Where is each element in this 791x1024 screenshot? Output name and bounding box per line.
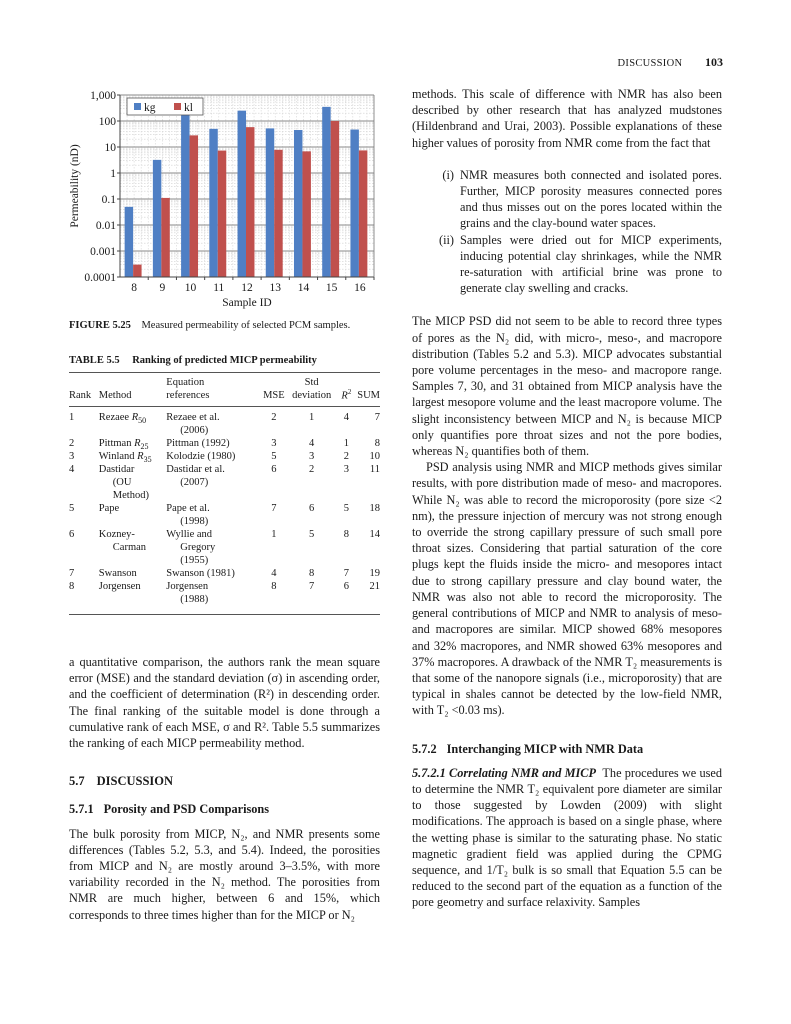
cell-std: 2 xyxy=(309,464,315,475)
cell-reference: Wyllie and Gregory (1955) xyxy=(166,529,216,566)
header-rank: Rank xyxy=(69,373,99,407)
cell-reference: Jorgensen (1988) xyxy=(166,580,260,615)
table-row xyxy=(69,502,380,528)
header-sum: SUM xyxy=(357,373,380,407)
bar-kl-9 xyxy=(161,198,169,277)
y-axis-label: Permeability (nD) xyxy=(69,144,81,228)
header-ref-line2: references xyxy=(166,390,210,401)
cell-rank: 1 xyxy=(69,412,75,423)
list-item-label: (ii) xyxy=(438,232,454,247)
cell-std: 4 xyxy=(309,438,315,449)
list-item xyxy=(412,232,722,297)
cell-rank: 8 xyxy=(69,580,99,615)
cell-sum: 19 xyxy=(369,568,380,579)
svg-text:11: 11 xyxy=(213,282,225,294)
cell-rank: 4 xyxy=(69,464,75,475)
running-head xyxy=(618,55,723,70)
figure-label: FIGURE 5.25 xyxy=(69,320,131,331)
cell-reference: Pape et al. (1998) xyxy=(166,503,210,527)
cell-reference: Kolodzie (1980) xyxy=(166,451,236,462)
table-row xyxy=(69,407,380,438)
cell-std: 3 xyxy=(309,451,315,462)
bar-kg-12 xyxy=(238,111,246,277)
page-number: 103 xyxy=(705,55,723,69)
header-r2: $R^2$ xyxy=(336,373,358,407)
bar-kl-11 xyxy=(218,151,226,277)
cell-r2: 4 xyxy=(343,412,349,423)
subsubsection-title: 5.7.2.1 Correlating NMR and MICP xyxy=(412,765,596,780)
svg-text:0.01: 0.01 xyxy=(95,220,116,232)
cell-rank: 7 xyxy=(69,568,75,579)
cell-r2: 3 xyxy=(343,464,349,475)
running-head-section: DISCUSSION xyxy=(617,58,683,69)
cell-rank: 6 xyxy=(69,529,75,540)
bar-kg-13 xyxy=(266,128,274,277)
bar-kl-14 xyxy=(302,151,310,277)
cell-method: Winland $R_{35}$ xyxy=(98,451,152,465)
svg-text:10: 10 xyxy=(104,142,116,154)
svg-text:kl: kl xyxy=(184,102,193,114)
table-row xyxy=(69,567,380,580)
svg-text:kg: kg xyxy=(144,102,156,114)
cell-mse: 6 xyxy=(271,464,277,475)
cell-rank: 2 xyxy=(69,438,75,449)
subsection-number: 5.7.2 xyxy=(412,741,437,756)
svg-text:Sample ID: Sample ID xyxy=(222,297,272,309)
table-title xyxy=(69,355,317,366)
cell-mse: 5 xyxy=(271,451,277,462)
svg-text:1,000: 1,000 xyxy=(90,90,116,102)
table-header-row xyxy=(69,373,380,407)
cell-r2: 8 xyxy=(343,529,349,540)
cell-mse: 2 xyxy=(271,412,277,423)
header-mse: MSE xyxy=(260,373,288,407)
bar-kg-14 xyxy=(294,130,302,277)
svg-text:8: 8 xyxy=(131,282,137,294)
cell-std: 5 xyxy=(309,529,315,540)
cell-sum: 8 xyxy=(374,438,380,449)
subsection-heading xyxy=(69,801,380,817)
table-row xyxy=(69,528,380,567)
header-references xyxy=(166,373,260,407)
table-title-text: Ranking of predicted MICP permeability xyxy=(132,355,317,366)
cell-method: Pape xyxy=(98,503,120,514)
cell-reference: Rezaee et al. (2006) xyxy=(166,412,220,436)
ranking-table xyxy=(69,372,380,615)
header-method: Method xyxy=(99,373,167,407)
paragraph-methods: methods. This scale of difference with NMR has also been described by other research that has analyzed mudstones (Hildenbrand and Urai, 2003). Possible explanations of these higher values of porosity from NMR come from the fact that xyxy=(412,87,722,150)
svg-text:15: 15 xyxy=(325,282,338,294)
svg-text:0.1: 0.1 xyxy=(101,194,116,206)
permeability-bar-chart xyxy=(60,82,390,312)
cell-reference: Pittman (1992) xyxy=(166,438,230,449)
cell-std: 6 xyxy=(309,503,315,514)
bar-kg-16 xyxy=(350,130,358,277)
paragraph-nmr: PSD analysis using NMR and MICP methods gives similar results, with pore distribution made of meso- and macropores. While N₂ was able to record the microporosity (pore size <2 nm), the pressure injection of mercury was not strong enough to override the strong capillary pressure of such small pore throat sizes. Considering that partial saturation of the core plugs kept the fluids inside the micro- and mesopores intact due to strong capillary pressure and clay bound water, the NMR was also not able to record the microporosity. The general contributions of MICP and NMR to analysis of meso- and macropores are similar. MICP showed 68% mesopores and 32% macropores, and NMR showed 63% mesopores and 37% macropores. A drawback of the NMR T₂ measurements is that some of the nanopore signals (i.e., microporosity) that are typical in shales cannot be detected by the low-field NMR, with T₂ <0.03 ms). xyxy=(412,460,722,718)
cell-method: Dastidar (OU Method) xyxy=(98,464,149,501)
cell-method: Pittman $R_{25}$ xyxy=(98,438,149,452)
bar-kg-10 xyxy=(181,114,189,277)
bar-kl-12 xyxy=(246,127,254,277)
cell-std: 8 xyxy=(309,568,315,579)
subsection-title: Porosity and PSD Comparisons xyxy=(103,802,270,817)
bar-kg-8 xyxy=(125,207,133,277)
bar-kl-16 xyxy=(359,150,367,277)
list-item-label: (i) xyxy=(442,167,454,182)
cell-sum: 11 xyxy=(369,464,380,475)
list-item-text: NMR measures both connected and isolated pores. Further, MICP porosity measures connected pores and thus misses out on the pores located within the grains and the clay-bound water spaces. xyxy=(460,167,722,231)
cell-r2: 5 xyxy=(343,503,349,514)
section-title: DISCUSSION xyxy=(96,774,174,789)
header-std-line1: Std xyxy=(304,377,319,388)
cell-sum: 21 xyxy=(357,580,380,615)
cell-sum: 14 xyxy=(369,529,380,540)
cell-mse: 3 xyxy=(271,438,277,449)
svg-text:0.001: 0.001 xyxy=(90,246,116,258)
bar-kl-8 xyxy=(133,265,141,277)
cell-method: Jorgensen xyxy=(99,580,167,615)
table-row xyxy=(69,580,380,615)
svg-text:12: 12 xyxy=(241,282,253,294)
cell-r2: 2 xyxy=(343,451,349,462)
section-number: 5.7 xyxy=(69,774,85,789)
bar-kg-9 xyxy=(153,160,161,277)
subsection-number: 5.7.1 xyxy=(69,802,94,817)
table-row xyxy=(69,463,380,502)
table-label: TABLE 5.5 xyxy=(69,355,120,366)
bar-kl-10 xyxy=(190,135,198,277)
cell-method: Kozney- Carman xyxy=(98,529,147,553)
svg-text:9: 9 xyxy=(159,282,166,294)
svg-text:13: 13 xyxy=(269,282,281,294)
header-std xyxy=(288,373,336,407)
cell-method: Swanson xyxy=(98,568,137,579)
chart-canvas xyxy=(60,82,390,312)
figure-caption xyxy=(69,320,389,331)
cell-mse: 1 xyxy=(271,529,277,540)
bar-kg-15 xyxy=(322,107,330,277)
paragraph-correlating-text: The procedures we used to determine the NMR T₂ equivalent pore diameter are similar to those suggested by Lowden (2009) with slight modifications. The approach is based on a single phase, where the wetting phase is similar to the saturating phase. No static magnetic gradient field was applied during the CPMG sequence, and 1/T₂ bulk is so small that Equation 5.5 can be reduced to the second part of the equation as a function of the pore geometry and surface relaxivity. Samples xyxy=(412,765,722,910)
cell-sum: 18 xyxy=(369,503,380,514)
paragraph-ranking: a quantitative comparison, the authors rank the mean square error (MSE) and the standard deviation (σ) in ascending order, and the coefficient of determination (R²) in descending order. The final ranking of the suitable model is done through a cumulative rank of each MSE, σ and R². Table 5.5 summarizes the ranking of each MICP permeability method. xyxy=(69,655,380,751)
cell-reference: Dastidar et al. (2007) xyxy=(166,464,225,488)
cell-std: 7 xyxy=(288,580,336,615)
explanation-list xyxy=(412,167,722,297)
left-column-text xyxy=(69,654,380,923)
cell-method: Rezaee $R_{50}$ xyxy=(98,412,147,426)
cell-mse: 7 xyxy=(271,503,277,514)
paragraph-correlating xyxy=(412,765,722,911)
cell-sum: 7 xyxy=(374,412,380,423)
subsection-heading-572 xyxy=(412,741,722,757)
cell-reference: Swanson (1981) xyxy=(166,568,235,579)
right-column-text xyxy=(412,86,722,911)
table-row xyxy=(69,450,380,463)
table-row xyxy=(69,437,380,450)
bar-kl-13 xyxy=(274,150,282,277)
list-item xyxy=(412,167,722,232)
paragraph-porosity: The bulk porosity from MICP, N₂, and NMR presents some differences (Tables 5.2, 5.3, and 5.4). Indeed, the porosities from MICP and N₂ are mostly around 3–3.5%, with more variability recorded in the N₂ method. The porosities from NMR are much higher, between 6 and 15%, which corresponds to three times higher than for the MICP or N₂ xyxy=(69,826,380,922)
svg-text:10: 10 xyxy=(184,282,197,294)
cell-rank: 3 xyxy=(69,451,75,462)
cell-std: 1 xyxy=(309,412,315,423)
cell-mse: 8 xyxy=(260,580,288,615)
header-ref-line1: Equation xyxy=(166,377,205,388)
svg-text:100: 100 xyxy=(98,116,116,128)
section-heading xyxy=(69,773,380,789)
list-item-text: Samples were dried out for MICP experiments, inducing potential clay shrinkages, while the NMR re-saturation with artificial brine was prone to generate clay swelling and cracks. xyxy=(460,232,722,296)
cell-r2: 6 xyxy=(336,580,358,615)
cell-r2: 7 xyxy=(343,568,349,579)
svg-text:0.0001: 0.0001 xyxy=(84,272,116,284)
subsection-title: Interchanging MICP with NMR Data xyxy=(446,741,644,756)
cell-sum: 10 xyxy=(369,451,380,462)
cell-r2: 1 xyxy=(343,438,349,449)
cell-mse: 4 xyxy=(271,568,277,579)
figure-caption-text: Measured permeability of selected PCM samples. xyxy=(141,320,351,331)
bar-kg-11 xyxy=(209,129,217,277)
svg-text:16: 16 xyxy=(354,282,366,294)
header-std-line2: deviation xyxy=(292,390,332,401)
cell-rank: 5 xyxy=(69,503,75,514)
svg-text:14: 14 xyxy=(297,282,310,294)
paragraph-psd: The MICP PSD did not seem to be able to record three types of pores as the N₂ did, with micro-, meso-, and macropore distribution (Tables 5.2 and 5.3). MICP advocates substantial pore volume percentages in the meso- and macropore range. Samples 7, 30, and 31 obtained from MICP analysis have the largest mesopore volume and the least macropore volume. The slight inconsistency between MICP and N₂ is because MICP only quantifies pore throat sizes and not the pore bodies, whereas N₂ quantifies both of them. xyxy=(412,314,722,459)
bar-kl-15 xyxy=(331,121,339,277)
svg-text:1: 1 xyxy=(110,168,116,180)
